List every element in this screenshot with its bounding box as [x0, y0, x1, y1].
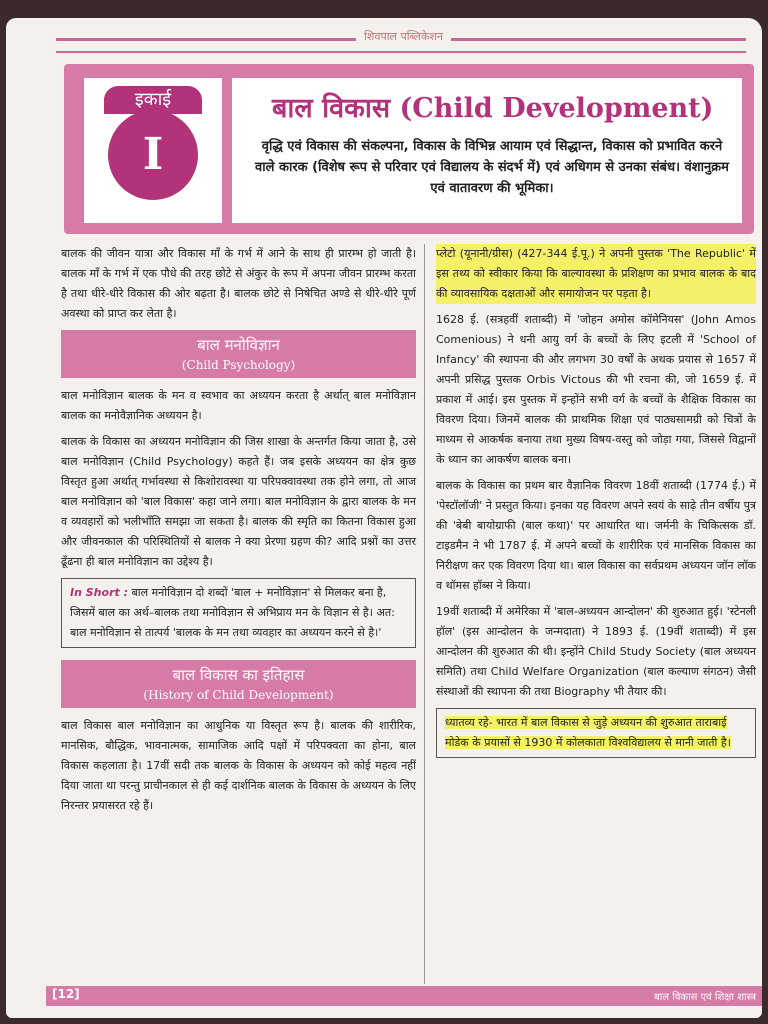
- unit-number: I: [108, 110, 198, 200]
- paragraph: बालक के विकास का प्रथम बार वैज्ञानिक विवरण 18वीं शताब्दी (1774 ई.) में 'पेस्टॉलॉजी' ने प्रस्तुत किया। इनका यह विवरण अपने स्वयं के साढ़े तीन वर्षीय पुत्र की 'बेबी बायोग्राफी (बाल कथा)' पर आधारित था। जर्मनी के चिकित्सक डॉ. टाइडमैन ने भी 1787 ई. में अपने बच्चों के शारीरिक एवं मानसिक विकास का निरीक्षण कर एक विवरण दिया था। बाल विकास का सर्वप्रथम अध्ययन जॉन लॉक व थॉमस हॉब्स ने किया।: [436, 479, 756, 592]
- in-short-label: In Short :: [70, 586, 128, 599]
- column-divider: [424, 244, 425, 984]
- section-heading-english: (History of Child Development): [143, 688, 334, 702]
- paragraph: बालक के विकास का अध्ययन मनोविज्ञान की जिस शाखा के अन्तर्गत किया जाता है, उसे बाल मनोविज्ञान (Child Psychology) कहते हैं। जब इसके अध्ययन का क्षेत्र कुछ विस्तृत हुआ अर्थात् गर्भावस्था से किशोरावस्था या परिपक्वावस्था तक होने लगा, तो आज बाल मनोविज्ञान को 'बाल विकास' कहा जाने लगा। बाल मनोविज्ञान के द्वारा बालक के मन व व्यवहारों को भलीभाँति समझा जा सकता है। बालक की स्मृति का कितना विकास हुआ और जीवनकाल की परिस्थितियों से बालक ने क्या प्रेरणा ग्रहण की? आदि प्रश्नों का उत्तर ढूँढना ही बाल मनोविज्ञान का उद्देश्य है।: [61, 435, 416, 568]
- in-short-text: बाल मनोविज्ञान दो शब्दों 'बाल + मनोविज्ञान' से मिलकर बना है, जिसमें बाल का अर्थ–बालक तथा मनोविज्ञान से अभिप्राय मन के विज्ञान से है। अत: बाल मनोविज्ञान से तात्पर्य 'बालक के मन तथा व्यवहार का अध्ययन करने से है।': [70, 586, 395, 639]
- paragraph: बाल मनोविज्ञान बालक के मन व स्वभाव का अध्ययन करता है अर्थात् बाल मनोविज्ञान बालक का मनोवैज्ञानिक अध्ययन है।: [61, 389, 416, 422]
- note-box: [436, 708, 756, 758]
- section-banner-child-psychology: [61, 330, 416, 378]
- in-short-box: [61, 578, 416, 648]
- chapter-title: बाल विकास (Child Development): [272, 93, 714, 124]
- chapter-header: [64, 64, 754, 234]
- left-column: [61, 244, 416, 822]
- page-number: [12]: [52, 987, 80, 1001]
- title-panel: [232, 78, 742, 223]
- note-text: ध्यातव्य रहे- भारत में बाल विकास से जुड़े अध्ययन की शुरुआत ताराबाई मोडेक के प्रयासों से 1930 में कोलकाता विश्वविद्यालय से मानी जाती है।: [445, 716, 731, 749]
- footer-bar: [46, 986, 762, 1006]
- section-banner-history: [61, 660, 416, 708]
- unit-label: इकाई: [104, 86, 202, 114]
- paragraph: 19वीं शताब्दी में अमेरिका में 'बाल-अध्ययन आन्दोलन' की शुरुआत हुई। 'स्टेनली हॉल' (इस आन्दोलन के जन्मदाता) ने 1893 ई. (19वीं शताब्दी) में इस आन्दोलन की शुरुआत की थी। इन्होंने Child Study Society (बाल अध्ययन समिति) तथा Child Welfare Organization (बाल कल्याण संगठन) जैसी संस्थाओं की स्थापना की तथा Biography भी तैयार की।: [436, 605, 756, 698]
- highlighted-paragraph: प्लेटो (यूनानी/ग्रीस) (427-344 ई.पू.) ने अपनी पुस्तक 'The Republic' में इस तथ्य को स्वीकार किया कि बाल्यावस्था के प्रशिक्षण का प्रभाव बालक के बाद की व्यावसायिक दक्षताओं और समायोजन पर पड़ता है।: [436, 244, 756, 304]
- running-head-text: शिवपाल पब्लिकेशन: [356, 29, 451, 44]
- section-heading-english: (Child Psychology): [181, 358, 296, 372]
- book-page: [6, 18, 762, 1018]
- running-head: [56, 30, 746, 53]
- paragraph: 1628 ई. (सत्रहवीं शताब्दी) में 'जोहन अमोस कॉमेनियस' (John Amos Comenious) ने धनी आयु वर्ग के बच्चों के लिए इटली में 'School of Infancy' की स्थापना की और लगभग 30 वर्षों के अथक प्रयास से 1657 में अपनी प्रसिद्ध पुस्तक Orbis Victous की भी रचना की, जो 1659 ई. में प्रकाश में आई। इस पुस्तक में इन्होंने सभी वर्ग के बच्चों के शैक्षिक विकास का विवरण दिया। जिनमें बालक की प्राथमिक शिक्षा एवं पाठ्यसामग्री को चित्रों के माध्यम से आकर्षक बनाया तथा मुख्य विषय-वस्तु को जोड़ा गया, जिससे विद्वानों के ध्यान का आकर्षण बालक बना।: [436, 313, 756, 466]
- intro-paragraph: बालक की जीवन यात्रा और विकास माँ के गर्भ में आने के साथ ही प्रारम्भ हो जाती है। बालक माँ के गर्भ में एक पौधे की तरह छोटे से अंकुर के रूप में अपना जीवन प्रारम्भ करता है तथा धीरे-धीरे विकास की ओर बढ़ता है। बालक छोटे से निषेचित अण्डे से धीरे-धीरे पूर्ण अवस्था को प्राप्त कर लेता है।: [61, 247, 416, 320]
- unit-badge: [84, 78, 222, 223]
- section-heading-hindi: बाल मनोविज्ञान: [197, 336, 280, 354]
- section-heading-hindi: बाल विकास का इतिहास: [172, 666, 305, 684]
- chapter-subtitle: वृद्धि एवं विकास की संकल्पना, विकास के विभिन्न आयाम एवं सिद्धान्त, विकास को प्रभावित करने वाले कारक (विशेष रूप से परिवार एवं विद्यालय के संदर्भ में) एवं अधिगम से उनका संबंध। वंशानुक्रम एवं वातावरण की भूमिका।: [255, 139, 729, 196]
- book-title: बाल विकास एवं शिक्षा शास्त्र: [653, 992, 756, 1003]
- paragraph: बाल विकास बाल मनोविज्ञान का आधुनिक या विस्तृत रूप है। बालक की शारीरिक, मानसिक, बौद्धिक, भावनात्मक, सामाजिक आदि पक्षों में परिपक्वता का होना, बाल विकास कहलाता है। 17वीं सदी तक बालक के विकास के अध्ययन को कोई महत्व नहीं दिया जाता था परन्तु प्राचीनकाल से ही कई दार्शनिक बालक के विकास के अध्ययन के लिए निरन्तर प्रयासरत रहे हैं।: [61, 719, 416, 812]
- right-column: [436, 244, 756, 758]
